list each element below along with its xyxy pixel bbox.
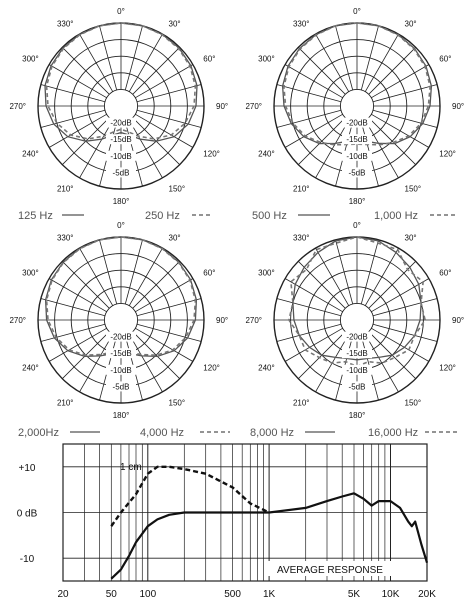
polar-spoke <box>137 85 201 102</box>
frequency-response-chart <box>63 444 427 581</box>
polar-spoke <box>49 114 107 147</box>
polar-ring-label: -15dB <box>110 349 132 359</box>
polar-angle-label: 330° <box>292 19 310 29</box>
polar-angle-label: 150° <box>404 184 422 194</box>
polar-angle-label: 240° <box>258 149 275 159</box>
polar-angle-label: 240° <box>258 363 275 373</box>
polar-spoke <box>277 299 341 316</box>
polar-spoke <box>135 114 193 147</box>
polar-ring-label: -10dB <box>110 365 132 375</box>
polar-spoke <box>373 299 437 316</box>
polar-angle-label: 300° <box>258 54 275 64</box>
polar-ring-label: -15dB <box>346 349 368 359</box>
polar-angle-label: 180° <box>112 411 130 420</box>
polar-angle-label: 0° <box>353 221 361 230</box>
polar-angle-label: 30° <box>404 19 417 29</box>
polar-spoke <box>135 279 193 312</box>
polar-spoke <box>365 34 398 92</box>
polar-ring-label: -5dB <box>112 382 130 392</box>
polar-ring-label: -20dB <box>346 118 368 128</box>
polar-spoke <box>125 240 142 304</box>
polar-plot-4 <box>274 237 440 403</box>
polar-angle-label: 120° <box>203 149 220 159</box>
polar-angle-label: 180° <box>348 197 366 206</box>
polar-spoke <box>373 324 437 341</box>
polar-angle-label: 210° <box>292 398 310 408</box>
polar-ring-label: -20dB <box>110 118 132 128</box>
chart-title: AVERAGE RESPONSE <box>277 565 383 576</box>
polar-ring-label: -5dB <box>348 382 366 392</box>
polar-angle-label: 150° <box>404 398 422 408</box>
polar-angle-label: 30° <box>404 233 417 243</box>
polar-spoke <box>369 47 416 94</box>
polar-spoke <box>336 240 353 304</box>
legend-label: 1,000 Hz <box>374 210 419 222</box>
polar-spoke <box>298 47 345 94</box>
polar-angle-label: 330° <box>56 19 74 29</box>
annotation-1cm: 1 cm <box>120 462 142 473</box>
polar-ring-label: -5dB <box>112 168 130 178</box>
polar-spoke <box>365 248 398 306</box>
polar-angle-label: 90° <box>216 102 229 111</box>
polar-angle-label: 30° <box>168 233 181 243</box>
polar-angle-label: 270° <box>245 316 262 325</box>
legend-label: 250 Hz <box>145 210 180 222</box>
polar-plot-3 <box>38 237 204 403</box>
legend-label: 16,000 Hz <box>368 427 419 439</box>
polar-spoke <box>133 261 180 308</box>
polar-spoke <box>62 47 109 94</box>
y-tick-label: +10 <box>18 462 36 474</box>
x-tick-label: 100 <box>139 589 157 600</box>
polar-ring-label: -20dB <box>110 332 132 342</box>
polar-spoke <box>49 65 107 98</box>
polar-spoke <box>371 114 429 147</box>
polar-angle-label: 270° <box>9 316 26 325</box>
polar-spoke <box>369 118 416 165</box>
polar-angle-label: 300° <box>22 54 39 64</box>
polar-spoke <box>129 34 162 92</box>
x-tick-label: 500 <box>224 589 241 600</box>
polar-spoke <box>135 65 193 98</box>
legend-label: 4,000 Hz <box>140 427 185 439</box>
polar-ring-label: -10dB <box>110 151 132 161</box>
polar-angle-label: 240° <box>22 363 39 373</box>
polar-angle-label: 60° <box>439 54 452 64</box>
legend-label: 8,000 Hz <box>250 427 295 439</box>
polar-spoke <box>298 118 345 165</box>
x-tick-label: 10K <box>381 589 400 600</box>
polar-angle-label: 210° <box>56 184 74 194</box>
polar-spoke <box>80 248 113 306</box>
polar-spoke <box>298 261 345 308</box>
polar-angle-label: 210° <box>56 398 74 408</box>
polar-spoke <box>129 248 162 306</box>
polar-spoke <box>369 261 416 308</box>
legend-label: 500 Hz <box>252 210 287 222</box>
polar-angle-label: 270° <box>245 102 262 111</box>
y-tick-label: 0 dB <box>16 508 38 520</box>
polar-angle-label: 60° <box>203 268 216 278</box>
polar-ring-label: -15dB <box>110 135 132 145</box>
polar-angle-label: 270° <box>9 102 26 111</box>
polar-angle-label: 30° <box>168 19 181 29</box>
polar-angle-label: 180° <box>348 411 366 420</box>
polar-angle-label: 150° <box>168 184 186 194</box>
polar-spoke <box>361 240 378 304</box>
polar-spoke <box>100 26 117 90</box>
x-tick-label: 5K <box>347 589 361 600</box>
polar-angle-label: 120° <box>203 363 220 373</box>
polar-spoke <box>285 114 343 147</box>
polar-angle-label: 0° <box>117 221 125 230</box>
polar-spoke <box>277 324 341 341</box>
polar-angle-label: 60° <box>439 268 452 278</box>
polar-spoke <box>277 85 341 102</box>
polar-angle-label: 90° <box>452 102 465 111</box>
polar-spoke <box>41 299 105 316</box>
polar-spoke <box>133 47 180 94</box>
x-tick-label: 1K <box>262 589 276 600</box>
legend-label: 2,000Hz <box>18 427 59 439</box>
polar-spoke <box>41 110 105 127</box>
polar-spoke <box>62 261 109 308</box>
polar-spoke <box>41 324 105 341</box>
polar-angle-label: 0° <box>117 7 125 16</box>
x-tick-label: 50 <box>105 589 117 600</box>
polar-angle-label: 300° <box>258 268 275 278</box>
polar-angle-label: 330° <box>292 233 310 243</box>
polar-ring-label: -5dB <box>348 168 366 178</box>
polar-spoke <box>41 85 105 102</box>
polar-spoke <box>285 65 343 98</box>
polar-spoke <box>137 299 201 316</box>
polar-angle-label: 60° <box>203 54 216 64</box>
polar-angle-label: 120° <box>439 363 456 373</box>
polar-ring-label: -10dB <box>346 365 368 375</box>
polar-angle-label: 90° <box>452 316 465 325</box>
polar-plot-1 <box>38 23 204 189</box>
polar-plot-2 <box>274 23 440 189</box>
legend-label: 125 Hz <box>18 210 53 222</box>
polar-ring-label: -15dB <box>346 135 368 145</box>
polar-spoke <box>125 26 142 90</box>
x-tick-label: 20K <box>418 589 436 600</box>
polar-angle-label: 180° <box>112 197 130 206</box>
polar-spoke <box>100 240 117 304</box>
y-tick-label: -10 <box>19 554 35 566</box>
polar-angle-label: 240° <box>22 149 39 159</box>
polar-angle-label: 120° <box>439 149 456 159</box>
polar-spoke <box>371 65 429 98</box>
polar-spoke <box>373 85 437 102</box>
polar-spoke <box>49 279 107 312</box>
polar-spoke <box>80 34 113 92</box>
polar-spoke <box>137 110 201 127</box>
polar-angle-label: 90° <box>216 316 229 325</box>
polar-ring-label: -10dB <box>346 151 368 161</box>
polar-spoke <box>316 34 349 92</box>
polar-angle-label: 300° <box>22 268 39 278</box>
polar-spoke <box>336 26 353 90</box>
x-tick-label: 20 <box>57 589 69 600</box>
polar-ring-label: -20dB <box>346 332 368 342</box>
polar-spoke <box>361 26 378 90</box>
polar-angle-label: 150° <box>168 398 186 408</box>
polar-angle-label: 210° <box>292 184 310 194</box>
polar-angle-label: 0° <box>353 7 361 16</box>
polar-angle-label: 330° <box>56 233 74 243</box>
polar-spoke <box>316 248 349 306</box>
